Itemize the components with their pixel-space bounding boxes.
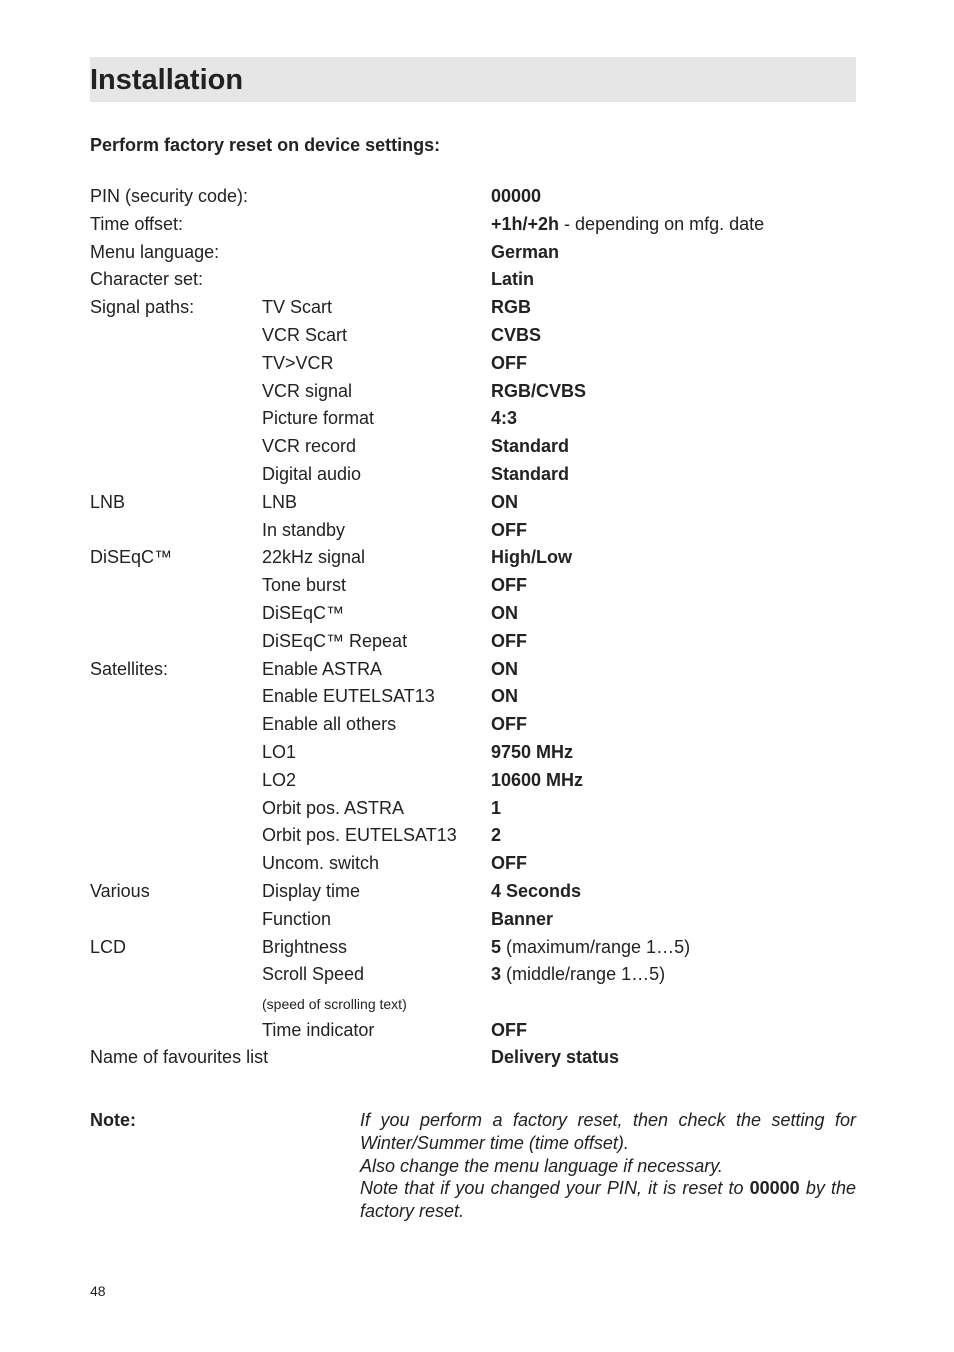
setting-value: Standard <box>491 436 570 457</box>
setting-group: PIN (security code): <box>90 186 249 206</box>
setting-group: Time offset: <box>90 213 184 234</box>
setting-value-cell <box>491 658 518 680</box>
factory-settings-table <box>90 183 856 1072</box>
setting-item: LO2 <box>262 769 297 790</box>
setting-value: German <box>491 241 560 262</box>
setting-item: TV>VCR <box>262 352 334 373</box>
setting-value-cell <box>491 824 501 846</box>
setting-item: Enable all others <box>262 714 397 735</box>
setting-value: CVBS <box>491 324 542 345</box>
setting-item: DiSEqC™ <box>262 602 345 623</box>
settings-row <box>90 656 856 684</box>
setting-value: 9750 MHz <box>491 741 574 762</box>
setting-item: (speed of scrolling text) <box>262 996 407 1013</box>
setting-item: TV Scart <box>262 297 333 318</box>
setting-item: VCR Scart <box>262 324 348 345</box>
setting-value-cell <box>491 852 527 874</box>
setting-value: ON <box>491 686 518 707</box>
setting-item: Digital audio <box>262 463 362 484</box>
setting-item: Display time <box>262 880 361 901</box>
setting-group: Various <box>90 880 150 901</box>
setting-value: OFF <box>491 853 527 874</box>
setting-item: 22kHz signal <box>262 547 366 568</box>
setting-value: 2 <box>491 825 502 846</box>
setting-group: Satellites: <box>90 658 169 679</box>
settings-row <box>90 822 856 850</box>
settings-row <box>90 795 856 823</box>
setting-value-cell <box>491 963 665 985</box>
settings-row <box>90 961 856 989</box>
setting-value: Standard <box>491 463 570 484</box>
setting-value-cell <box>491 936 690 958</box>
setting-value: OFF <box>491 352 527 373</box>
setting-item: Function <box>262 908 332 929</box>
settings-row <box>90 739 856 767</box>
setting-value-cell <box>491 491 518 513</box>
setting-value: RGB <box>491 297 531 318</box>
setting-value-cell <box>491 880 581 902</box>
setting-value-cell <box>491 296 531 318</box>
setting-item: Enable EUTELSAT13 <box>262 686 435 707</box>
setting-group: Character set: <box>90 269 204 290</box>
settings-row <box>90 489 856 517</box>
setting-item: Tone burst <box>262 575 347 596</box>
setting-value-cell <box>491 797 501 819</box>
settings-row <box>90 461 856 489</box>
settings-row <box>90 572 856 600</box>
note-line-3-before: Note that if you changed your PIN, it is reset to <box>360 1178 750 1199</box>
setting-value-cell <box>491 324 541 346</box>
setting-item: LO1 <box>262 741 297 762</box>
settings-row <box>90 183 856 211</box>
settings-row <box>90 934 856 962</box>
setting-item: Orbit pos. ASTRA <box>262 797 405 818</box>
setting-value: OFF <box>491 575 527 596</box>
setting-group: LCD <box>90 936 127 957</box>
setting-item: Time indicator <box>262 1019 375 1040</box>
setting-value-cell <box>491 630 527 652</box>
setting-item: VCR signal <box>262 380 353 401</box>
page-number: 48 <box>90 1283 106 1299</box>
settings-row <box>90 322 856 350</box>
setting-value-cell <box>491 352 527 374</box>
setting-value: RGB/CVBS <box>491 380 587 401</box>
setting-value-cell <box>491 380 586 402</box>
settings-row <box>90 683 856 711</box>
setting-item: Picture format <box>262 408 375 429</box>
settings-row <box>90 544 856 572</box>
setting-item: Scroll Speed <box>262 964 365 985</box>
setting-item: LNB <box>262 491 298 512</box>
setting-value-cell <box>491 1046 619 1068</box>
setting-value: 4:3 <box>491 408 518 429</box>
note-line-3 <box>360 1177 856 1223</box>
setting-value-cell <box>491 185 541 207</box>
setting-item: Orbit pos. EUTELSAT13 <box>262 825 457 846</box>
setting-value-note: (maximum/range 1…5) <box>501 936 691 957</box>
setting-value: ON <box>491 602 518 623</box>
setting-value-cell <box>491 1019 527 1041</box>
settings-row <box>90 294 856 322</box>
setting-value: Banner <box>491 908 554 929</box>
settings-row <box>90 600 856 628</box>
setting-value-cell <box>491 519 527 541</box>
setting-item: Uncom. switch <box>262 853 380 874</box>
note-line-1: If you perform a factory reset, then check the setting for Winter/Summer time (time offset). <box>360 1110 856 1153</box>
setting-value-cell <box>491 685 518 707</box>
setting-value: 5 <box>491 936 502 957</box>
settings-row <box>90 1017 856 1045</box>
settings-row <box>90 1044 856 1072</box>
setting-value: 3 <box>491 964 502 985</box>
note-pin-value: 00000 <box>749 1178 800 1199</box>
settings-row <box>90 628 856 656</box>
setting-group: Name of favourites list <box>90 1047 269 1068</box>
setting-value: ON <box>491 491 518 512</box>
setting-value-cell <box>491 908 553 930</box>
settings-row <box>90 405 856 433</box>
setting-group: Menu language: <box>90 241 220 262</box>
setting-item: DiSEqC™ Repeat <box>262 630 408 651</box>
setting-item: In standby <box>262 519 346 540</box>
setting-item: Brightness <box>262 936 348 957</box>
setting-item: Enable ASTRA <box>262 658 383 679</box>
note-label: Note: <box>90 1110 136 1130</box>
note-line-3-after: by the factory reset. <box>360 1178 856 1222</box>
page-title: Installation <box>90 64 244 96</box>
setting-value: OFF <box>491 519 527 540</box>
setting-value: 00000 <box>491 186 542 206</box>
settings-row <box>90 850 856 878</box>
setting-group: LNB <box>90 491 126 512</box>
settings-row <box>90 989 856 1017</box>
setting-value-cell <box>491 463 569 485</box>
setting-value-cell <box>491 574 527 596</box>
settings-row <box>90 906 856 934</box>
setting-value-cell <box>491 769 583 791</box>
settings-row <box>90 878 856 906</box>
setting-value: 4 Seconds <box>491 880 582 901</box>
setting-value: 10600 MHz <box>491 769 584 790</box>
setting-group: Signal paths: <box>90 297 195 318</box>
setting-value-cell <box>491 713 527 735</box>
settings-row <box>90 517 856 545</box>
setting-group: DiSEqC™ <box>90 547 173 568</box>
settings-row <box>90 350 856 378</box>
setting-value: OFF <box>491 1019 527 1040</box>
setting-value-cell <box>491 602 518 624</box>
setting-value: Delivery status <box>491 1047 620 1068</box>
settings-row <box>90 239 856 267</box>
setting-value-cell <box>491 435 569 457</box>
section-header-bar <box>90 57 856 102</box>
setting-value-note: (middle/range 1…5) <box>501 964 666 985</box>
setting-value-cell <box>491 546 572 568</box>
settings-row <box>90 378 856 406</box>
setting-value: High/Low <box>491 547 572 568</box>
settings-row <box>90 767 856 795</box>
settings-row <box>90 211 856 239</box>
setting-value-note: - depending on mfg. date <box>559 213 765 234</box>
setting-value: 1 <box>491 797 502 818</box>
setting-value: OFF <box>491 630 527 651</box>
setting-value-cell <box>491 407 517 429</box>
setting-item: VCR record <box>262 436 357 457</box>
setting-value-cell <box>491 213 764 235</box>
setting-value: +1h/+2h <box>491 213 560 234</box>
settings-row <box>90 433 856 461</box>
section-subheading: Perform factory reset on device settings: <box>90 135 441 155</box>
setting-value-cell <box>491 741 573 763</box>
note-line-2: Also change the menu language if necessary. <box>360 1155 723 1176</box>
setting-value-cell <box>491 241 559 263</box>
note-body <box>360 1109 856 1223</box>
setting-value: Latin <box>491 269 534 290</box>
settings-row <box>90 266 856 294</box>
setting-value: ON <box>491 658 518 679</box>
setting-value-cell <box>491 268 534 290</box>
settings-row <box>90 711 856 739</box>
setting-value: OFF <box>491 714 527 735</box>
